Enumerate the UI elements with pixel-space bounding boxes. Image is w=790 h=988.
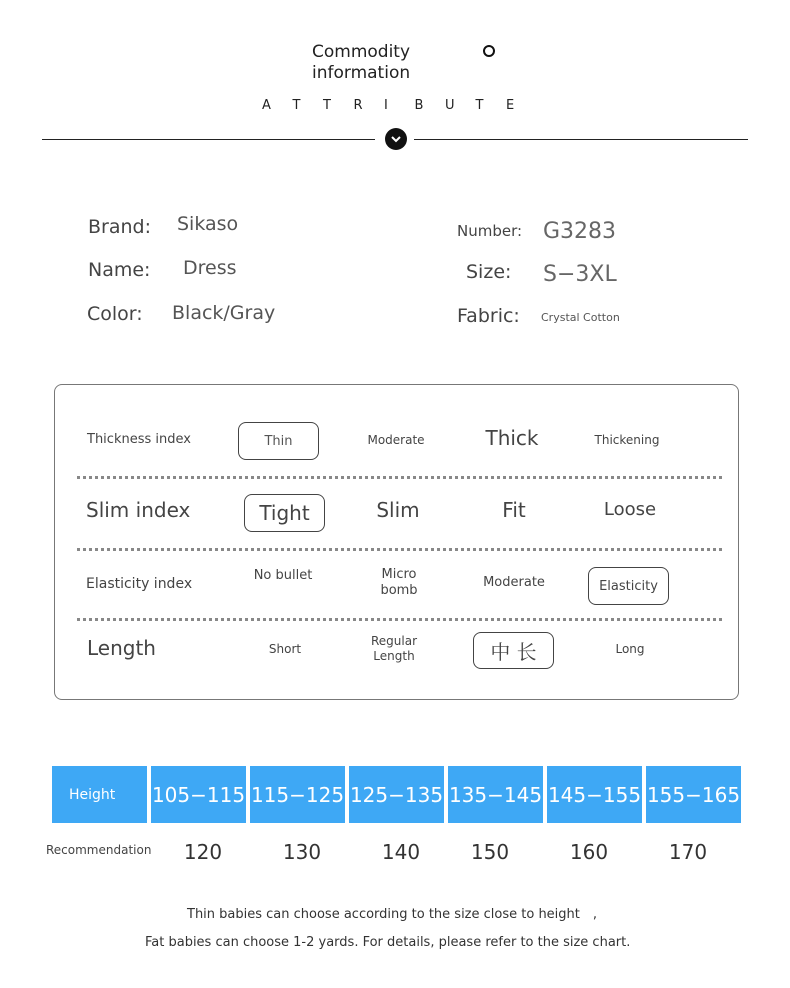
length-option: Regular Length [370,634,418,663]
slim-option: Slim [376,498,420,522]
height-cell: 105−115 [151,766,246,823]
number-label: Number: [457,222,523,240]
recommendation-cell: 160 [569,840,609,864]
size-label: Size: [466,261,512,283]
note-line-2: Fat babies can choose 1-2 yards. For details, please refer to the size chart. [145,935,631,950]
thickness-option: Thickening [594,433,660,447]
length-label: Length [87,636,156,660]
note-line-1: Thin babies can choose according to the size close to height , [187,907,598,922]
slim-index-label: Slim index [86,498,191,522]
attribute-letter: R [353,98,363,113]
slim-option-selected: Tight [244,494,325,532]
elasticity-option-selected: Elasticity [588,567,669,605]
recommendation-cell: 170 [668,840,708,864]
fabric-value: Crystal Cotton [541,311,620,324]
length-option: Long [615,642,645,656]
height-cell: 155−165 [646,766,741,823]
page-title [312,42,410,84]
attribute-letter: A [262,98,271,113]
height-cell: 145−155 [547,766,642,823]
attribute-letter: T [323,98,331,113]
recommendation-cell: 120 [183,840,223,864]
slim-option: Loose [603,499,657,520]
elasticity-option: No bullet [253,568,313,583]
divider-left [42,139,375,140]
recommendation-cell: 130 [282,840,322,864]
number-value: G3283 [543,219,617,244]
dotted-divider [77,618,722,621]
circle-icon [483,45,495,57]
size-value: S−3XL [543,262,617,287]
thickness-option-selected: Thin [238,422,319,460]
thickness-option: Moderate [367,433,425,447]
name-value: Dress [183,257,237,279]
thickness-option: Thick [485,426,539,450]
attribute-subtitle [262,98,537,113]
elasticity-option: Micro bomb [380,567,418,598]
divider-right [414,139,748,140]
attribute-letter: E [506,98,515,113]
color-label: Color: [87,303,143,325]
attribute-letter: I [384,98,388,113]
recommendation-label: Recommendation [46,843,152,857]
recommendation-cell: 140 [381,840,421,864]
name-label: Name: [88,259,151,281]
attribute-letter: T [292,98,301,113]
attribute-letter: T [475,98,484,113]
title-line-1: Commodity [312,42,411,62]
title-line-2: information [312,63,411,83]
color-value: Black/Gray [172,302,276,324]
elasticity-index-label: Elasticity index [86,576,193,592]
recommendation-cell: 150 [470,840,510,864]
length-option: Short [268,642,302,656]
height-cell: 125−135 [349,766,444,823]
dotted-divider [77,548,722,551]
thickness-index-label: Thickness index [87,432,191,447]
brand-label: Brand: [88,216,151,238]
dotted-divider [77,476,722,479]
height-cell: 135−145 [448,766,543,823]
attribute-letter: B [414,98,424,113]
brand-value: Sikaso [177,213,239,235]
fabric-label: Fabric: [457,305,520,327]
elasticity-option: Moderate [483,575,545,590]
length-option-selected: 中 长 [473,632,554,669]
attribute-letter: U [445,98,455,113]
height-header-cell: Height [52,766,147,823]
height-cell: 115−125 [250,766,345,823]
slim-option: Fit [502,498,526,522]
chevron-down-icon [385,128,407,150]
